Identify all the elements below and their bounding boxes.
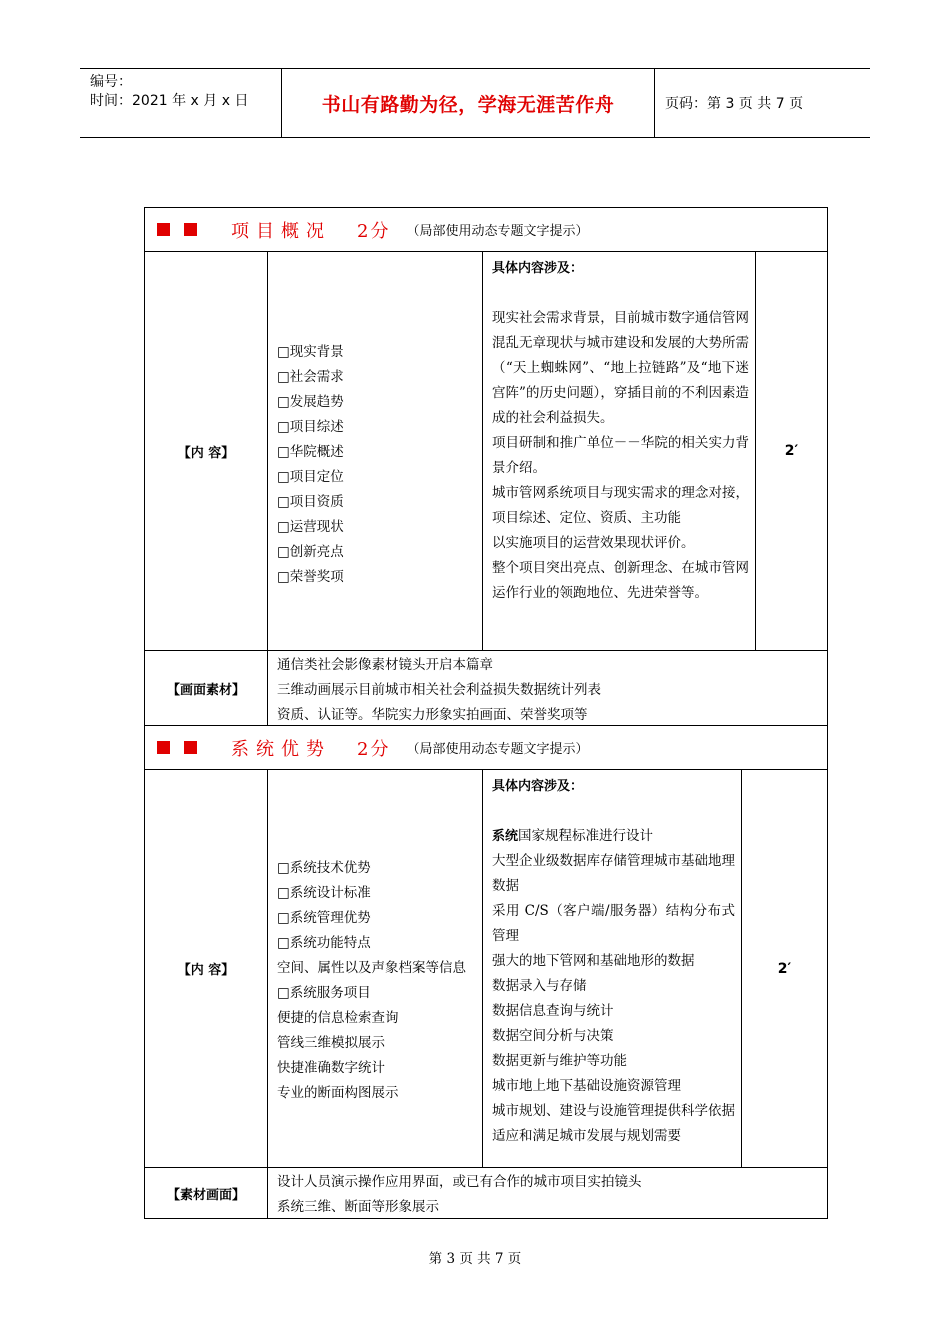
list-item: 便捷的信息检索查询 <box>277 1009 399 1026</box>
section2-title: 系统优势 <box>231 738 331 760</box>
section1-score-mark: 2′ <box>784 443 799 459</box>
section2-score: 2分 <box>357 738 391 760</box>
section1-details <box>483 252 756 650</box>
detail-paragraph: 城市管网系统项目与现实需求的理念对接，项目综述、定位、资质、主功能 <box>492 485 749 526</box>
list-item: □系统功能特点 <box>277 934 371 951</box>
detail-paragraph: 整个项目突出亮点、创新理念、在城市管网运作行业的领跑地位、先进荣誉等。 <box>492 560 749 601</box>
header-slogan: 书山有路勤为径，学海无涯苦作舟 <box>282 69 655 137</box>
detail-line: 数据空间分析与决策 <box>492 1028 614 1044</box>
section1-note: （局部使用动态专题文字提示） <box>406 224 589 239</box>
detail-line: 数据更新与维护等功能 <box>492 1053 627 1069</box>
detail-heading: 具体内容涉及： <box>492 779 584 794</box>
section2-items <box>268 770 483 1167</box>
section1-score: 2分 <box>357 220 391 242</box>
list-item: □系统服务项目 <box>277 984 371 1001</box>
section1-title: 项目概况 <box>231 220 331 242</box>
section1-materials <box>268 651 827 725</box>
red-square-icon <box>157 741 170 754</box>
section2-note: （局部使用动态专题文字提示） <box>406 742 589 757</box>
list-item: □项目定位 <box>277 469 344 485</box>
section1-items <box>268 252 483 650</box>
detail-line: 数据信息查询与统计 <box>492 1003 614 1019</box>
list-item: □荣誉奖项 <box>277 569 344 585</box>
time-label: 时间：2021 年 x 月 x 日 <box>90 93 249 109</box>
list-item: 快捷准确数字统计 <box>277 1059 385 1076</box>
material-line: 设计人员演示操作应用界面，或已有合作的城市项目实拍镜头 <box>277 1174 642 1190</box>
section1-header <box>145 207 827 251</box>
content-table <box>144 207 828 1219</box>
detail-line: 数据录入与存储 <box>492 978 587 994</box>
material-line: 系统三维、断面等形象展示 <box>277 1199 439 1215</box>
detail-heading: 具体内容涉及： <box>492 261 584 276</box>
list-item: 空间、属性以及声象档案等信息 <box>277 959 466 976</box>
list-item: 专业的断面构图展示 <box>277 1084 399 1101</box>
section2-header <box>145 725 827 769</box>
list-item: □创新亮点 <box>277 544 344 560</box>
section1-content-label: 【内 容】 <box>145 252 268 650</box>
detail-paragraph: 项目研制和推广单位－－华院的相关实力背景介绍。 <box>492 435 749 476</box>
detail-bold: 系统 <box>492 829 519 844</box>
detail-line: 强大的地下管网和基础地形的数据 <box>492 953 695 969</box>
page-footer: 第 3 页 共 7 页 <box>428 1251 522 1267</box>
red-square-icon <box>184 223 197 236</box>
number-label: 编号： <box>90 74 132 90</box>
section2-material-label: 【素材画面】 <box>145 1168 268 1218</box>
list-item: □系统管理优势 <box>277 909 371 926</box>
detail-rest: 国家规程标准进行设计 <box>518 828 654 844</box>
header-page-code: 页码：第 3 页 共 7 页 <box>665 96 804 112</box>
list-item: □项目综述 <box>277 419 344 435</box>
list-item: 管线三维模拟展示 <box>277 1034 385 1051</box>
section2-materials <box>268 1168 827 1218</box>
list-item: □系统技术优势 <box>277 859 371 876</box>
detail-line: 适应和满足城市发展与规划需要 <box>492 1128 681 1144</box>
section1-material-label: 【画面素材】 <box>145 651 268 725</box>
detail-paragraph: 以实施项目的运营效果现状评价。 <box>492 535 695 551</box>
section2-score-mark: 2′ <box>777 960 792 977</box>
list-item: □项目资质 <box>277 494 344 510</box>
detail-line: 大型企业级数据库存储管理城市基础地理数据 <box>492 853 735 894</box>
detail-line: 城市地上地下基础设施资源管理 <box>492 1078 681 1094</box>
red-square-icon <box>157 223 170 236</box>
list-item: □华院概述 <box>277 444 344 460</box>
material-line: 三维动画展示目前城市相关社会利益损失数据统计列表 <box>277 682 601 698</box>
section2-content-row <box>145 769 827 1167</box>
section1-material-row <box>145 650 827 725</box>
list-item: □系统设计标准 <box>277 884 371 901</box>
material-line: 通信类社会影像素材镜头开启本篇章 <box>277 657 493 673</box>
detail-line: 采用 C/S（客户端/服务器）结构分布式管理 <box>492 903 735 944</box>
section2-content-label: 【内 容】 <box>145 770 268 1167</box>
detail-paragraph: 现实社会需求背景，目前城市数字通信管网混乱无章现状与城市建设和发展的大势所需（“天上蜘蛛网”、“地上拉链路”及“地下迷宫阵”的历史问题），穿插目前的不利因素造成的社会利益损失。 <box>492 310 749 426</box>
section2-material-row <box>145 1167 827 1219</box>
section1-content-row <box>145 251 827 650</box>
detail-line: 城市规划、建设与设施管理提供科学依据 <box>492 1103 735 1119</box>
header-meta <box>80 69 282 137</box>
red-square-icon <box>184 741 197 754</box>
section2-details <box>483 770 742 1167</box>
list-item: □发展趋势 <box>277 394 344 410</box>
material-line: 资质、认证等。华院实力形象实拍画面、荣誉奖项等 <box>277 707 588 723</box>
detail-line-first <box>492 824 735 849</box>
page-header <box>80 68 870 138</box>
list-item: □社会需求 <box>277 369 344 385</box>
list-item: □运营现状 <box>277 519 344 535</box>
list-item: □现实背景 <box>277 344 344 360</box>
